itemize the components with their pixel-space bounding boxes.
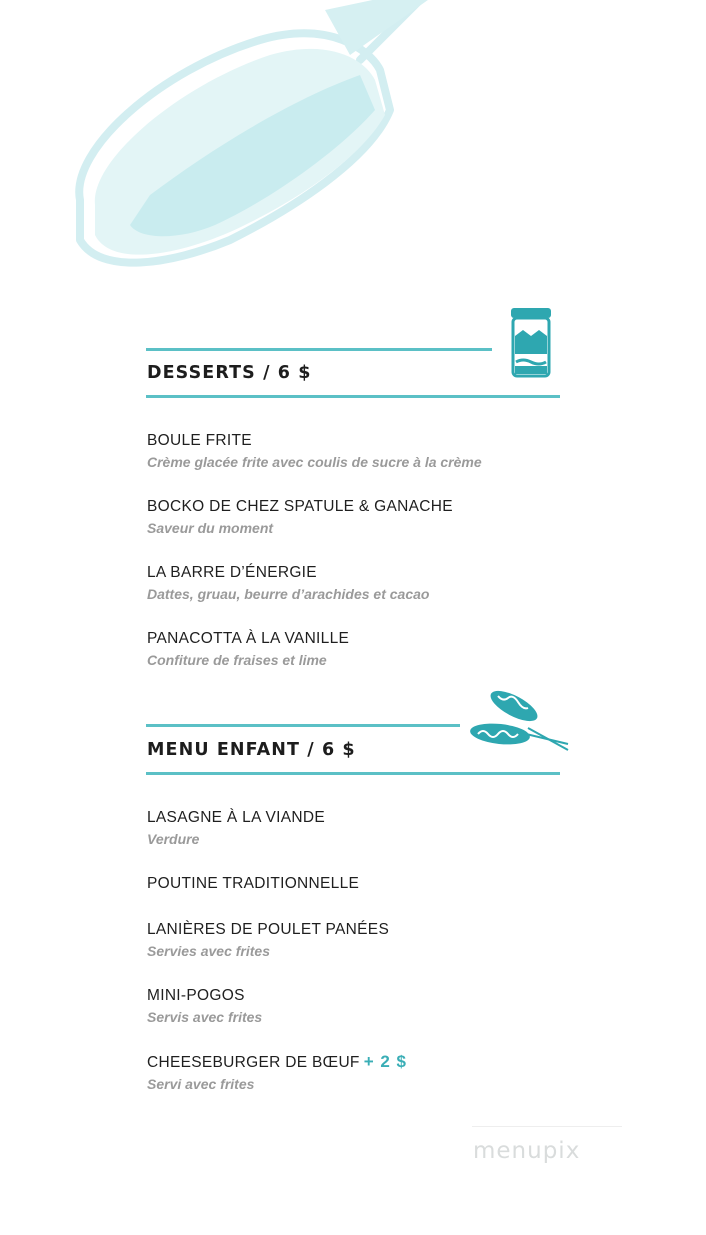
menu-item: [147, 986, 262, 1027]
item-name: BOCKO DE CHEZ SPATULE & GANACHE: [147, 498, 453, 515]
kids-title: MENU ENFANT / 6 $: [147, 740, 356, 760]
menu-item: [147, 808, 325, 849]
menu-item: [147, 563, 429, 604]
item-description: Servies avec frites: [147, 943, 270, 959]
item-description: Verdure: [147, 831, 200, 847]
menu-item: [147, 497, 453, 538]
menu-item: [147, 1052, 407, 1094]
item-description: Servi avec frites: [147, 1076, 255, 1092]
kids-top-rule: [146, 724, 460, 727]
menu-item: [147, 874, 359, 894]
item-description: Crème glacée frite avec coulis de sucre à la crème: [147, 454, 482, 470]
kids-bottom-rule: [146, 772, 560, 775]
item-name: POUTINE TRADITIONNELLE: [147, 875, 360, 892]
watermark-rule: [472, 1126, 622, 1127]
desserts-title: DESSERTS / 6 $: [147, 363, 312, 383]
item-name: [147, 1052, 407, 1073]
menu-item: [147, 431, 482, 472]
dessert-jar-icon: [508, 306, 554, 380]
popsicle-illustration: [40, 0, 440, 290]
item-name: MINI-POGOS: [147, 987, 245, 1004]
item-name: BOULE FRITE: [147, 432, 252, 449]
item-description: Dattes, gruau, beurre d’arachides et cacao: [147, 586, 430, 602]
item-name: LANIÈRES DE POULET PANÉES: [147, 921, 390, 938]
item-name: LASAGNE À LA VIANDE: [147, 809, 325, 826]
item-description: Servis avec frites: [147, 1009, 263, 1025]
menu-item: [147, 920, 389, 961]
desserts-bottom-rule: [146, 395, 560, 398]
extra-price: + 2 $: [363, 1052, 407, 1071]
item-description: Confiture de fraises et lime: [147, 652, 327, 668]
item-name: PANACOTTA À LA VANILLE: [147, 630, 350, 647]
menu-item: [147, 629, 349, 670]
item-description: Saveur du moment: [147, 520, 274, 536]
corn-dog-icon: [468, 684, 572, 756]
watermark: menupix: [473, 1138, 581, 1164]
desserts-top-rule: [146, 348, 492, 351]
item-name-text: CHEESEBURGER DE BŒUF: [147, 1054, 360, 1071]
item-name: LA BARRE D’ÉNERGIE: [147, 564, 317, 581]
